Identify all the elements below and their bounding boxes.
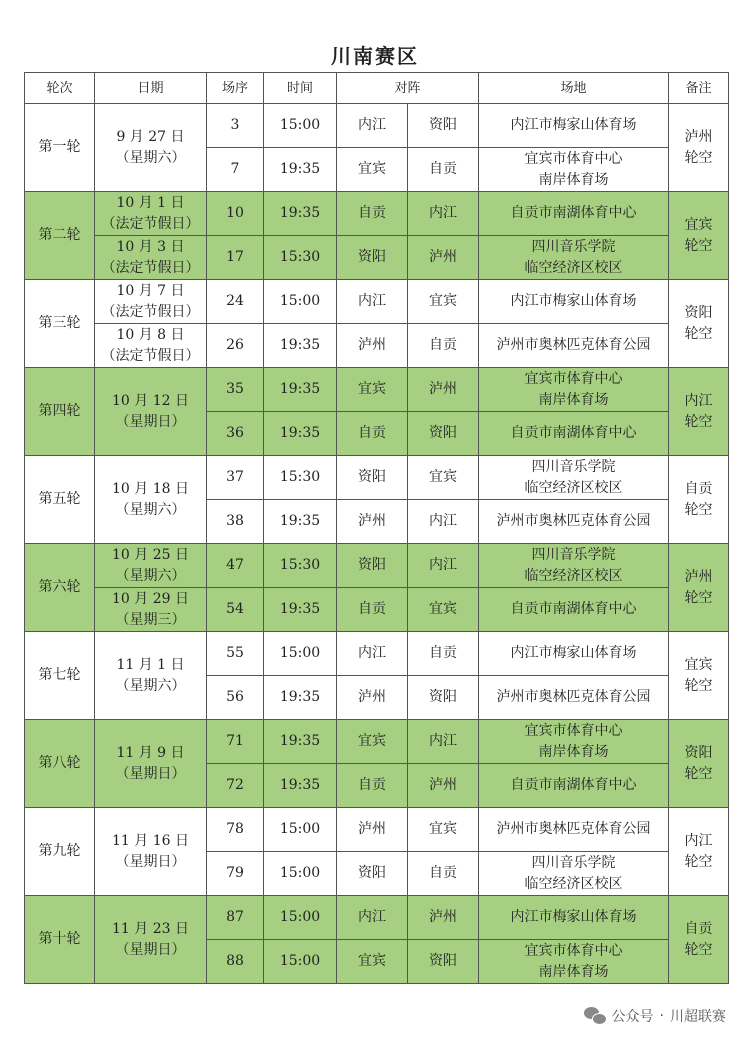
date-cell-line: 11 月 9 日 — [116, 744, 185, 761]
date-cell-line: 10 月 7 日 — [116, 282, 185, 299]
venue-cell-line: 临空经济区校区 — [524, 875, 623, 892]
home-team-cell: 资阳 — [337, 236, 408, 280]
home-team-cell: 资阳 — [337, 852, 408, 896]
away-team-cell: 宜宾 — [408, 280, 479, 324]
date-cell-line: 11 月 1 日 — [116, 656, 185, 673]
date-cell — [95, 324, 207, 368]
table-row — [25, 236, 729, 280]
table-row — [25, 632, 729, 676]
round-cell: 第三轮 — [25, 280, 95, 368]
date-cell-line: 10 月 1 日 — [116, 194, 185, 211]
note-cell-line: 轮空 — [684, 237, 713, 254]
venue-cell-line: 四川音乐学院 — [531, 854, 616, 871]
home-team-cell: 自贡 — [337, 588, 408, 632]
venue-cell — [479, 720, 669, 764]
match-no-cell: 7 — [207, 148, 264, 192]
time-cell: 19:35 — [264, 148, 337, 192]
table-row — [25, 280, 729, 324]
note-cell — [669, 632, 729, 720]
match-no-cell: 38 — [207, 500, 264, 544]
round-cell: 第四轮 — [25, 368, 95, 456]
venue-cell — [479, 412, 669, 456]
date-cell-line: 10 月 18 日 — [112, 480, 189, 497]
home-team-cell: 泸州 — [337, 324, 408, 368]
venue-cell — [479, 456, 669, 500]
note-cell-line: 宜宾 — [684, 656, 713, 673]
venue-cell-line: 泸州市奥林匹克体育公园 — [496, 689, 651, 705]
header-matchup: 对阵 — [337, 73, 479, 104]
venue-cell — [479, 500, 669, 544]
venue-cell-line: 内江市梅家山体育场 — [510, 645, 637, 661]
away-team-cell: 资阳 — [408, 104, 479, 148]
away-team-cell: 资阳 — [408, 412, 479, 456]
home-team-cell: 泸州 — [337, 808, 408, 852]
date-cell-line: （星期六） — [115, 567, 186, 584]
match-no-cell: 56 — [207, 676, 264, 720]
venue-cell — [479, 280, 669, 324]
date-cell-line: 10 月 25 日 — [112, 546, 189, 563]
away-team-cell: 自贡 — [408, 324, 479, 368]
venue-cell-line: 泸州市奥林匹克体育公园 — [496, 337, 651, 353]
time-cell: 19:35 — [264, 720, 337, 764]
note-cell — [669, 368, 729, 456]
date-cell-line: （星期六） — [115, 677, 186, 694]
date-cell-line: （星期日） — [115, 765, 186, 782]
table-row — [25, 368, 729, 412]
date-cell — [95, 456, 207, 544]
venue-cell-line: 内江市梅家山体育场 — [510, 293, 637, 309]
home-team-cell: 资阳 — [337, 544, 408, 588]
venue-cell — [479, 632, 669, 676]
venue-cell-line: 内江市梅家山体育场 — [510, 909, 637, 925]
venue-cell-line: 宜宾市体育中心 — [524, 370, 623, 387]
home-team-cell: 宜宾 — [337, 148, 408, 192]
venue-cell — [479, 808, 669, 852]
note-cell-line: 内江 — [684, 392, 713, 409]
venue-cell-line: 泸州市奥林匹克体育公园 — [496, 513, 651, 529]
header-time: 时间 — [264, 73, 337, 104]
date-cell — [95, 808, 207, 896]
date-cell-line: 9 月 27 日 — [116, 128, 185, 145]
note-cell — [669, 104, 729, 192]
date-cell-line: 10 月 29 日 — [112, 590, 189, 607]
home-team-cell: 资阳 — [337, 456, 408, 500]
home-team-cell: 内江 — [337, 632, 408, 676]
header-match-no: 场序 — [207, 73, 264, 104]
time-cell: 19:35 — [264, 588, 337, 632]
venue-cell — [479, 236, 669, 280]
venue-cell — [479, 764, 669, 808]
note-cell-line: 轮空 — [684, 677, 713, 694]
away-team-cell: 自贡 — [408, 148, 479, 192]
date-cell-line: 10 月 8 日 — [116, 326, 185, 343]
venue-cell — [479, 192, 669, 236]
footer-account-type: 公众号 — [611, 1009, 654, 1025]
date-cell — [95, 280, 207, 324]
date-cell-line: 10 月 12 日 — [112, 392, 189, 409]
match-no-cell: 54 — [207, 588, 264, 632]
time-cell: 19:35 — [264, 368, 337, 412]
home-team-cell: 内江 — [337, 896, 408, 940]
match-no-cell: 3 — [207, 104, 264, 148]
round-cell: 第七轮 — [25, 632, 95, 720]
venue-cell-line: 自贡市南湖体育中心 — [510, 777, 637, 793]
table-row — [25, 456, 729, 500]
venue-cell — [479, 104, 669, 148]
table-row — [25, 720, 729, 764]
time-cell: 15:30 — [264, 236, 337, 280]
venue-cell — [479, 940, 669, 984]
time-cell: 19:35 — [264, 764, 337, 808]
note-cell — [669, 192, 729, 280]
time-cell: 15:00 — [264, 852, 337, 896]
note-cell — [669, 896, 729, 984]
home-team-cell: 自贡 — [337, 764, 408, 808]
venue-cell-line: 四川音乐学院 — [531, 238, 616, 255]
away-team-cell: 泸州 — [408, 764, 479, 808]
time-cell: 15:00 — [264, 940, 337, 984]
home-team-cell: 泸州 — [337, 500, 408, 544]
match-no-cell: 72 — [207, 764, 264, 808]
page-title: 川南赛区 — [331, 44, 419, 68]
home-team-cell: 宜宾 — [337, 720, 408, 764]
note-cell-line: 内江 — [684, 832, 713, 849]
away-team-cell: 资阳 — [408, 676, 479, 720]
date-cell-line: （法定节假日） — [101, 303, 200, 320]
date-cell — [95, 236, 207, 280]
date-cell-line: （法定节假日） — [101, 215, 200, 232]
venue-cell — [479, 544, 669, 588]
time-cell: 19:35 — [264, 192, 337, 236]
round-cell: 第八轮 — [25, 720, 95, 808]
match-no-cell: 55 — [207, 632, 264, 676]
table-row — [25, 808, 729, 852]
venue-cell — [479, 324, 669, 368]
time-cell: 19:35 — [264, 500, 337, 544]
time-cell: 19:35 — [264, 412, 337, 456]
venue-cell-line: 南岸体育场 — [538, 963, 609, 980]
header-note: 备注 — [669, 73, 729, 104]
note-cell-line: 资阳 — [684, 304, 713, 321]
date-cell-line: （星期日） — [115, 413, 186, 430]
date-cell-line: 11 月 16 日 — [112, 832, 189, 849]
note-cell-line: 轮空 — [684, 589, 713, 606]
venue-cell-line: 临空经济区校区 — [524, 567, 623, 584]
date-cell-line: （星期三） — [115, 611, 186, 628]
note-cell — [669, 280, 729, 368]
venue-cell-line: 自贡市南湖体育中心 — [510, 205, 637, 221]
venue-cell — [479, 148, 669, 192]
table-row — [25, 324, 729, 368]
date-cell — [95, 104, 207, 192]
home-team-cell: 自贡 — [337, 192, 408, 236]
away-team-cell: 宜宾 — [408, 588, 479, 632]
away-team-cell: 内江 — [408, 192, 479, 236]
match-no-cell: 37 — [207, 456, 264, 500]
venue-cell — [479, 588, 669, 632]
wechat-icon — [584, 1007, 606, 1025]
round-cell: 第十轮 — [25, 896, 95, 984]
round-cell: 第二轮 — [25, 192, 95, 280]
note-cell — [669, 456, 729, 544]
time-cell: 15:00 — [264, 280, 337, 324]
note-cell — [669, 720, 729, 808]
venue-cell-line: 自贡市南湖体育中心 — [510, 601, 637, 617]
match-no-cell: 87 — [207, 896, 264, 940]
away-team-cell: 宜宾 — [408, 456, 479, 500]
note-cell-line: 轮空 — [684, 765, 713, 782]
time-cell: 15:00 — [264, 808, 337, 852]
date-cell-line: 11 月 23 日 — [112, 920, 189, 937]
away-team-cell: 泸州 — [408, 896, 479, 940]
time-cell: 15:30 — [264, 456, 337, 500]
note-cell — [669, 544, 729, 632]
match-no-cell: 10 — [207, 192, 264, 236]
date-cell-line: （法定节假日） — [101, 347, 200, 364]
table-row — [25, 192, 729, 236]
venue-cell-line: 临空经济区校区 — [524, 259, 623, 276]
round-cell: 第一轮 — [25, 104, 95, 192]
note-cell-line: 轮空 — [684, 149, 713, 166]
header-date: 日期 — [95, 73, 207, 104]
match-no-cell: 17 — [207, 236, 264, 280]
note-cell-line: 轮空 — [684, 941, 713, 958]
venue-cell — [479, 896, 669, 940]
match-no-cell: 47 — [207, 544, 264, 588]
round-cell: 第九轮 — [25, 808, 95, 896]
match-no-cell: 36 — [207, 412, 264, 456]
time-cell: 15:00 — [264, 104, 337, 148]
note-cell — [669, 808, 729, 896]
match-no-cell: 71 — [207, 720, 264, 764]
footer-account-name: 川超联赛 — [670, 1009, 726, 1025]
venue-cell — [479, 368, 669, 412]
note-cell-line: 轮空 — [684, 853, 713, 870]
venue-cell-line: 四川音乐学院 — [531, 546, 616, 563]
away-team-cell: 资阳 — [408, 940, 479, 984]
venue-cell-line: 宜宾市体育中心 — [524, 722, 623, 739]
schedule-table — [24, 72, 729, 984]
note-cell-line: 自贡 — [684, 920, 713, 937]
venue-cell-line: 南岸体育场 — [538, 743, 609, 760]
home-team-cell: 宜宾 — [337, 368, 408, 412]
footer-separator: · — [659, 1008, 664, 1024]
venue-cell-line: 临空经济区校区 — [524, 479, 623, 496]
note-cell-line: 泸州 — [684, 568, 713, 585]
round-cell: 第六轮 — [25, 544, 95, 632]
footer-watermark — [584, 1006, 726, 1026]
away-team-cell: 泸州 — [408, 368, 479, 412]
date-cell-line: （星期六） — [115, 501, 186, 518]
away-team-cell: 内江 — [408, 500, 479, 544]
table-row — [25, 544, 729, 588]
date-cell — [95, 720, 207, 808]
date-cell — [95, 588, 207, 632]
venue-cell — [479, 676, 669, 720]
match-no-cell: 88 — [207, 940, 264, 984]
date-cell — [95, 368, 207, 456]
venue-cell — [479, 852, 669, 896]
date-cell — [95, 544, 207, 588]
note-cell-line: 轮空 — [684, 325, 713, 342]
time-cell: 19:35 — [264, 676, 337, 720]
venue-cell-line: 内江市梅家山体育场 — [510, 117, 637, 133]
note-cell-line: 泸州 — [684, 128, 713, 145]
home-team-cell: 宜宾 — [337, 940, 408, 984]
venue-cell-line: 泸州市奥林匹克体育公园 — [496, 821, 651, 837]
table-row — [25, 896, 729, 940]
date-cell — [95, 632, 207, 720]
date-cell-line: （星期日） — [115, 941, 186, 958]
date-cell-line: （星期六） — [115, 149, 186, 166]
round-cell: 第五轮 — [25, 456, 95, 544]
home-team-cell: 泸州 — [337, 676, 408, 720]
match-no-cell: 35 — [207, 368, 264, 412]
match-no-cell: 26 — [207, 324, 264, 368]
venue-cell-line: 宜宾市体育中心 — [524, 942, 623, 959]
date-cell-line: 10 月 3 日 — [116, 238, 185, 255]
time-cell: 15:30 — [264, 544, 337, 588]
match-no-cell: 78 — [207, 808, 264, 852]
date-cell — [95, 896, 207, 984]
away-team-cell: 内江 — [408, 544, 479, 588]
table-row — [25, 104, 729, 148]
home-team-cell: 内江 — [337, 104, 408, 148]
time-cell: 15:00 — [264, 896, 337, 940]
date-cell-line: （法定节假日） — [101, 259, 200, 276]
venue-cell-line: 四川音乐学院 — [531, 458, 616, 475]
note-cell-line: 自贡 — [684, 480, 713, 497]
note-cell-line: 宜宾 — [684, 216, 713, 233]
venue-cell-line: 宜宾市体育中心 — [524, 150, 623, 167]
date-cell — [95, 192, 207, 236]
home-team-cell: 自贡 — [337, 412, 408, 456]
time-cell: 15:00 — [264, 632, 337, 676]
away-team-cell: 内江 — [408, 720, 479, 764]
table-row — [25, 588, 729, 632]
note-cell-line: 轮空 — [684, 501, 713, 518]
away-team-cell: 宜宾 — [408, 808, 479, 852]
match-no-cell: 24 — [207, 280, 264, 324]
home-team-cell: 内江 — [337, 280, 408, 324]
venue-cell-line: 自贡市南湖体育中心 — [510, 425, 637, 441]
header-round: 轮次 — [25, 73, 95, 104]
note-cell-line: 轮空 — [684, 413, 713, 430]
header-venue: 场地 — [479, 73, 669, 104]
venue-cell-line: 南岸体育场 — [538, 171, 609, 188]
header-row — [25, 73, 729, 104]
venue-cell-line: 南岸体育场 — [538, 391, 609, 408]
away-team-cell: 自贡 — [408, 632, 479, 676]
date-cell-line: （星期日） — [115, 853, 186, 870]
away-team-cell: 泸州 — [408, 236, 479, 280]
match-no-cell: 79 — [207, 852, 264, 896]
note-cell-line: 资阳 — [684, 744, 713, 761]
time-cell: 19:35 — [264, 324, 337, 368]
schedule-body — [25, 104, 729, 984]
away-team-cell: 自贡 — [408, 852, 479, 896]
